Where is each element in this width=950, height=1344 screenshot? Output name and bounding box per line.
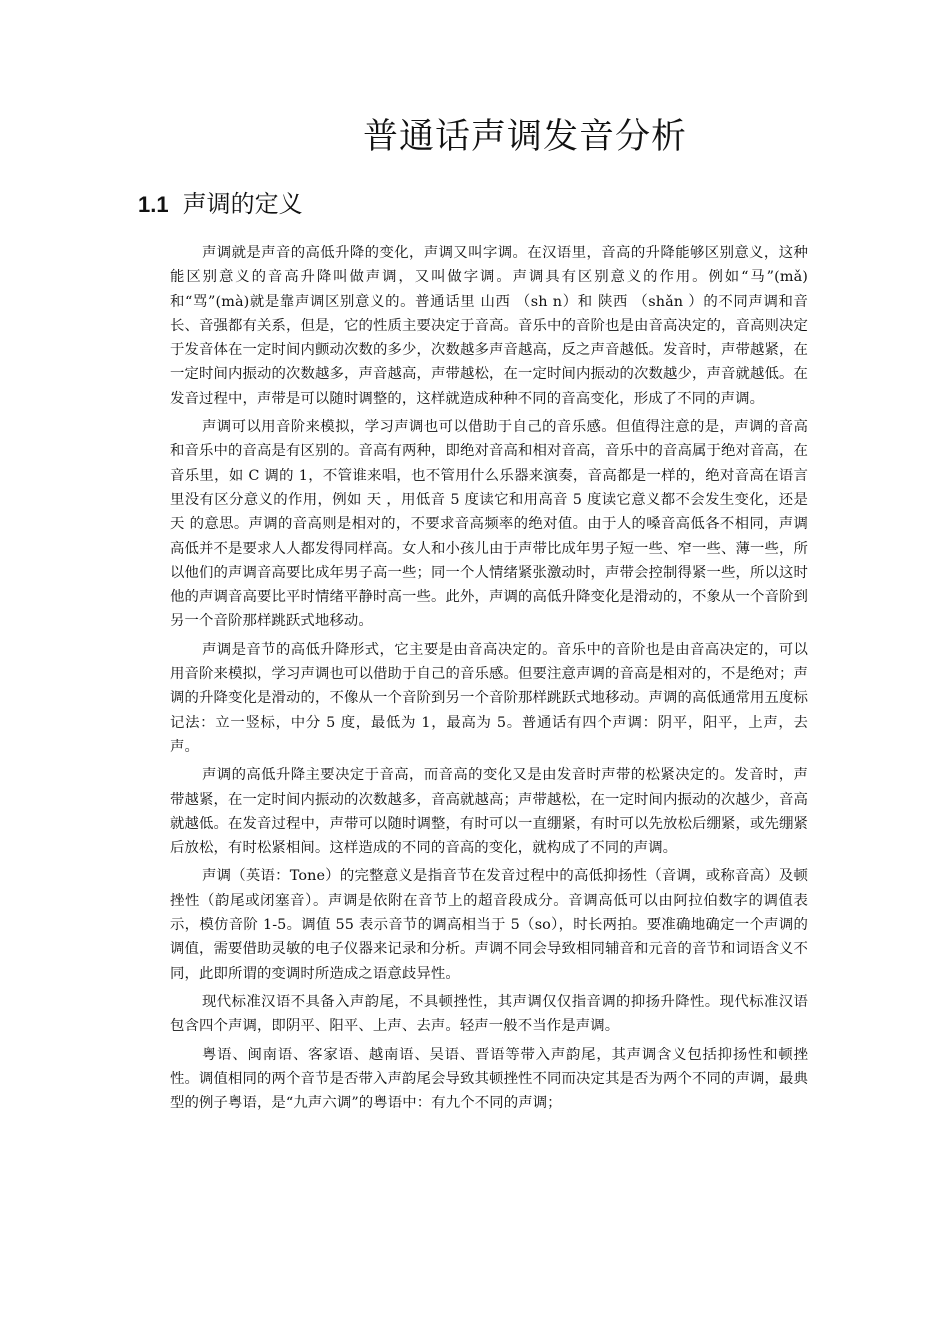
paragraph-5: 声调（英语：Tone）的完整意义是指音节在发音过程中的高低抑扬性（音调，或称音高）及顿挫性（韵尾或闭塞音）。声调是依附在音节上的超音段成分。音调高低可以由阿拉伯数字的调值表示，模仿音阶 1-5。调值 55 表示音节的调高相当于 5（so），时长两拍。要准确地确定一个声调的调值，需要借助灵敏的电子仪器来记录和分析。声调不同会导致相同辅音和元音的音节和词语含义不同，此即所谓的变调时所造成之语意歧异性。 [170, 868, 808, 982]
paragraph-7: 粤语、闽南语、客家语、越南语、吴语、晋语等带入声韵尾，其声调含义包括抑扬性和顿挫性。调值相同的两个音节是否带入声韵尾会导致其顿挫性不同而决定其是否为两个不同的声调，最典型的例子粤语，是“九声六调”的粤语中：有九个不同的声调； [170, 1046, 808, 1112]
paragraph-2: 声调可以用音阶来模拟，学习声调也可以借助于自己的音乐感。但值得注意的是，声调的音高和音乐中的音高是有区别的。音高有两种，即绝对音高和相对音高，音乐中的音高属于绝对音高，在音乐里，如 C 调的 1，不管谁来唱，也不管用什么乐器来演奏，音高都是一样的，绝对音高在语言里没有区分意义的作用，例如 天 ，用低音 5 度读它和用高音 5 度读它意义都不会发生变化，还是 天 的意思。声调的音高则是相对的，不要求音高频率的绝对值。由于人的嗓音高低各不相同，声调高低并不是要求人人都发得同样高。女人和小孩儿由于声带比成年男子短一些、窄一些、薄一些，所以他们的声调音高要比成年男子高一些；同一个人情绪紧张激动时，声带会控制得紧一些，所以这时他的声调音高要比平时情绪平静时高一些。此外，声调的高低升降变化是滑动的，不象从一个音阶到另一个音阶那样跳跃式地移动。 [170, 419, 808, 630]
paragraph-4: 声调的高低升降主要决定于音高，而音高的变化又是由发音时声带的松紧决定的。发音时，声带越紧，在一定时间内振动的次数越多，音高就越高；声带越松，在一定时间内振动的次越少，音高就越低。在发音过程中，声带可以随时调整，有时可以一直绷紧，有时可以先放松后绷紧，或先绷紧后放松，有时松紧相间。这样造成的不同的音高的变化，就构成了不同的声调。 [170, 767, 808, 857]
body-text [170, 241, 808, 1119]
paragraph-3: 声调是音节的高低升降形式，它主要是由音高决定的。音乐中的音阶也是由音高决定的，可以用音阶来模拟，学习声调也可以借助于自己的音乐感。但要注意声调的音高是相对的，不是绝对；声调的升降变化是滑动的，不像从一个音阶到另一个音阶那样跳跃式地移动。声调的高低通常用五度标记法：立一竖标，中分 5 度，最低为 1，最高为 5。普通话有四个声调：阴平，阳平，上声，去声。 [170, 641, 808, 755]
document-title: 普通话声调发音分析 [362, 117, 687, 157]
section-number: 1.1 [138, 192, 169, 217]
paragraph-6: 现代标准汉语不具备入声韵尾，不具顿挫性，其声调仅仅指音调的抑扬升降性。现代标准汉语包含四个声调，即阴平、阳平、上声、去声。轻声一般不当作是声调。 [170, 993, 808, 1035]
paragraph-1: 声调就是声音的高低升降的变化，声调又叫字调。在汉语里，音高的升降能够区别意义，这种能区别意义的音高升降叫做声调，又叫做字调。声调具有区别意义的作用。例如“马”(mǎ)和“骂”(mà)就是靠声调区别意义的。普通话里 山西 （sh n）和 陕西 （shǎn ）的不同声调和音长、音强都有关系，但是，它的性质主要决定于音高。音乐中的音阶也是由音高决定的，音高则决定于发音体在一定时间内颤动次数的多少，次数越多声音越高，反之声音越低。发音时，声带越紧，在一定时间内振动的次数越多，声音越高，声带越松，在一定时间内振动的次数越少，声音就越低。在发音过程中，声带是可以随时调整的，这样就造成种种不同的音高变化，形成了不同的声调。 [170, 245, 808, 407]
section-heading [138, 186, 303, 223]
section-title: 声调的定义 [182, 190, 303, 218]
